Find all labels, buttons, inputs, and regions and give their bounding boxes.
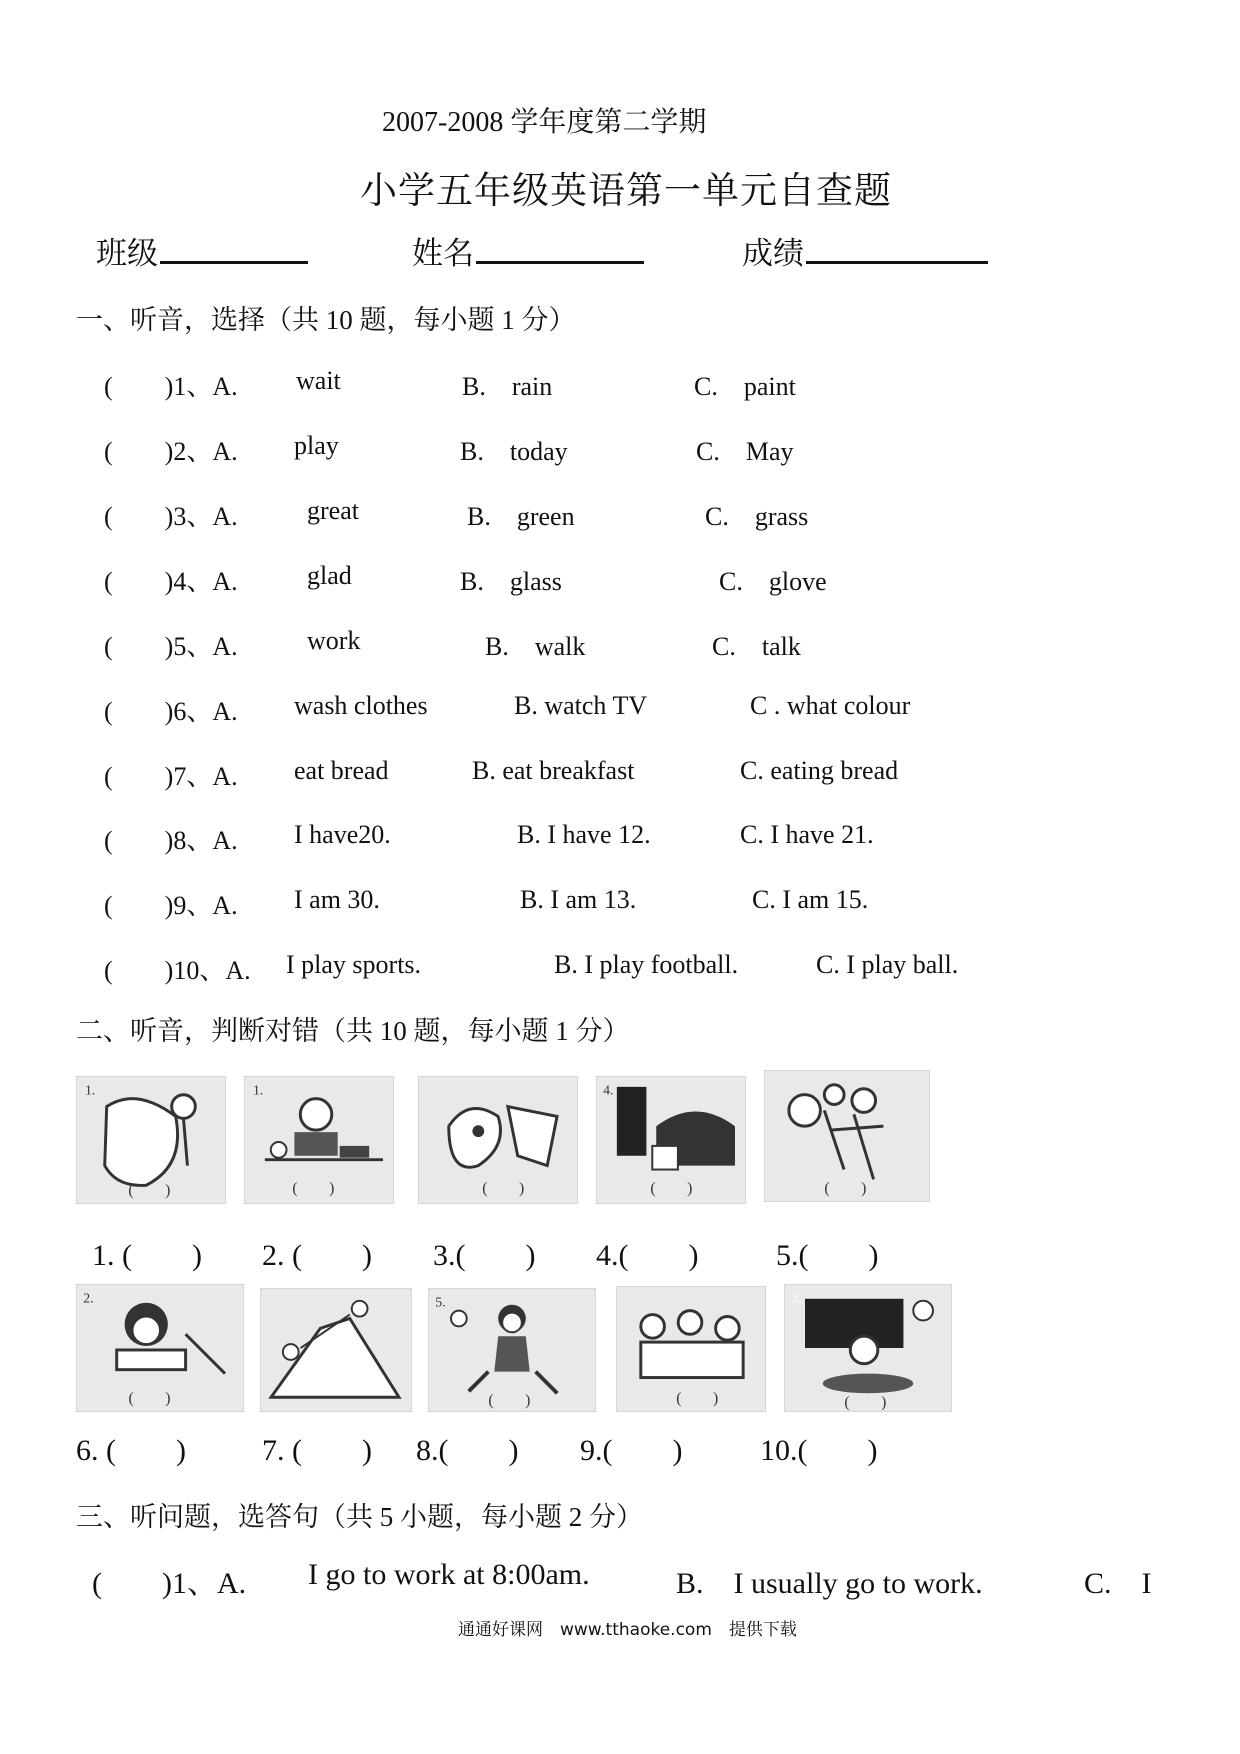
- page-title: 小学五年级英语第一单元自查题: [360, 171, 892, 212]
- q3-option-c: C. grass: [705, 502, 809, 531]
- q5-number: ( )5、A.: [104, 632, 238, 661]
- q2-option-c: C. May: [696, 437, 794, 466]
- answer-6[interactable]: 6. ( ): [76, 1434, 186, 1467]
- q10-number: ( )10、A.: [104, 956, 251, 985]
- q6-option-a: wash clothes: [294, 691, 428, 720]
- picture-2-paren: ( ): [292, 1180, 335, 1198]
- picture-7-drawing: [261, 1289, 411, 1411]
- picture-8-drawing: [429, 1289, 595, 1411]
- picture-2-number: 1.: [253, 1082, 264, 1098]
- class-field: [96, 228, 308, 273]
- q8-number: ( )8、A.: [104, 826, 238, 855]
- q9-number: ( )9、A.: [104, 891, 238, 920]
- q6-number: ( )6、A.: [104, 697, 238, 726]
- picture-10: [784, 1284, 952, 1412]
- answer-5[interactable]: 5.( ): [776, 1239, 879, 1272]
- name-label: 姓名: [412, 236, 474, 271]
- q7-option-b: B. eat breakfast: [472, 756, 635, 785]
- q6-option-c: C . what colour: [750, 691, 911, 720]
- picture-4-number: 4.: [603, 1082, 614, 1098]
- section3-heading: 三、听问题，选答句（共 5 小题，每小题 2 分）: [76, 1502, 643, 1532]
- picture-6: [76, 1284, 244, 1412]
- picture-8-paren: ( ): [488, 1392, 531, 1410]
- q2-option-b: B. today: [460, 437, 568, 466]
- answer-3[interactable]: 3.( ): [433, 1239, 536, 1272]
- picture-6-drawing: [77, 1285, 243, 1411]
- picture-5-paren: ( ): [824, 1180, 867, 1198]
- q6-option-b: B. watch TV: [514, 691, 648, 720]
- picture-4-paren: ( ): [650, 1180, 693, 1198]
- picture-3-paren: ( ): [482, 1180, 525, 1198]
- picture-3: [418, 1076, 578, 1204]
- q1-number: ( )1、A.: [104, 372, 238, 401]
- q8-option-a: I have20.: [294, 820, 391, 849]
- q9-option-c: C. I am 15.: [752, 885, 869, 914]
- picture-1-drawing: [77, 1077, 225, 1203]
- name-field: [412, 228, 644, 273]
- s3-q1-number: ( )1、A.: [92, 1567, 247, 1600]
- picture-10-drawing: [785, 1285, 951, 1411]
- picture-1: [76, 1076, 226, 1204]
- q5-option-c: C. talk: [712, 632, 801, 661]
- picture-7: [260, 1288, 412, 1412]
- footer-source: 通通好课网 www.tthaoke.com 提供下载: [458, 1620, 797, 1640]
- s3-q1-option-b: B. I usually go to work.: [676, 1567, 983, 1600]
- q4-option-c: C. glove: [719, 567, 827, 596]
- q9-option-a: I am 30.: [294, 885, 380, 914]
- picture-10-paren: ( ): [844, 1394, 887, 1411]
- answer-9[interactable]: 9.( ): [580, 1434, 683, 1467]
- section1-heading: 一、听音，选择（共 10 题，每小题 1 分）: [76, 305, 576, 335]
- q10-option-b: B. I play football.: [554, 950, 739, 979]
- picture-10-number: 3.: [791, 1290, 802, 1306]
- term-subtitle: 2007-2008 学年度第二学期: [382, 107, 707, 138]
- class-label: 班级: [96, 236, 158, 271]
- picture-9: [616, 1286, 766, 1412]
- picture-5-drawing: [765, 1071, 929, 1201]
- q2-number: ( )2、A.: [104, 437, 238, 466]
- s3-q1-option-a: I go to work at 8:00am.: [308, 1558, 590, 1591]
- q5-option-b: B. walk: [485, 632, 586, 661]
- picture-1-number: 1.: [85, 1082, 96, 1098]
- answer-8[interactable]: 8.( ): [416, 1434, 519, 1467]
- q4-option-a: glad: [307, 561, 352, 590]
- picture-3-drawing: [419, 1077, 577, 1203]
- answer-10[interactable]: 10.( ): [760, 1434, 878, 1467]
- q8-option-c: C. I have 21.: [740, 820, 874, 849]
- q7-number: ( )7、A.: [104, 762, 238, 791]
- class-blank[interactable]: [160, 233, 308, 264]
- q8-option-b: B. I have 12.: [517, 820, 651, 849]
- q3-option-a: great: [307, 496, 359, 525]
- q1-option-c: C. paint: [694, 372, 796, 401]
- answer-2[interactable]: 2. ( ): [262, 1239, 372, 1272]
- section2-heading: 二、听音，判断对错（共 10 题，每小题 1 分）: [76, 1016, 630, 1046]
- q3-option-b: B. green: [467, 502, 575, 531]
- picture-6-number: 2.: [83, 1290, 94, 1306]
- picture-9-paren: ( ): [676, 1390, 719, 1408]
- picture-8: [428, 1288, 596, 1412]
- picture-2: [244, 1076, 394, 1204]
- score-blank[interactable]: [806, 233, 988, 264]
- answer-1[interactable]: 1. ( ): [92, 1239, 202, 1272]
- score-field: [742, 228, 988, 273]
- score-label: 成绩: [742, 236, 804, 271]
- q2-option-a: play: [294, 431, 339, 460]
- q10-option-c: C. I play ball.: [816, 950, 959, 979]
- picture-4: [596, 1076, 746, 1204]
- q1-option-b: B. rain: [462, 372, 553, 401]
- q7-option-c: C. eating bread: [740, 756, 899, 785]
- picture-6-paren: ( ): [128, 1390, 171, 1408]
- picture-2-drawing: [245, 1077, 393, 1203]
- answer-4[interactable]: 4.( ): [596, 1239, 699, 1272]
- picture-4-drawing: [597, 1077, 745, 1203]
- answer-7[interactable]: 7. ( ): [262, 1434, 372, 1467]
- q1-option-a: wait: [296, 366, 341, 395]
- q3-number: ( )3、A.: [104, 502, 238, 531]
- q5-option-a: work: [307, 626, 361, 655]
- q10-option-a: I play sports.: [286, 950, 422, 979]
- picture-9-drawing: [617, 1287, 765, 1411]
- q4-option-b: B. glass: [460, 567, 562, 596]
- picture-1-paren: ( ): [128, 1182, 171, 1200]
- picture-8-number: 5.: [435, 1294, 446, 1310]
- q4-number: ( )4、A.: [104, 567, 238, 596]
- picture-5: [764, 1070, 930, 1202]
- q7-option-a: eat bread: [294, 756, 389, 785]
- name-blank[interactable]: [476, 233, 644, 264]
- s3-q1-option-c: C. I: [1084, 1567, 1152, 1600]
- q9-option-b: B. I am 13.: [520, 885, 637, 914]
